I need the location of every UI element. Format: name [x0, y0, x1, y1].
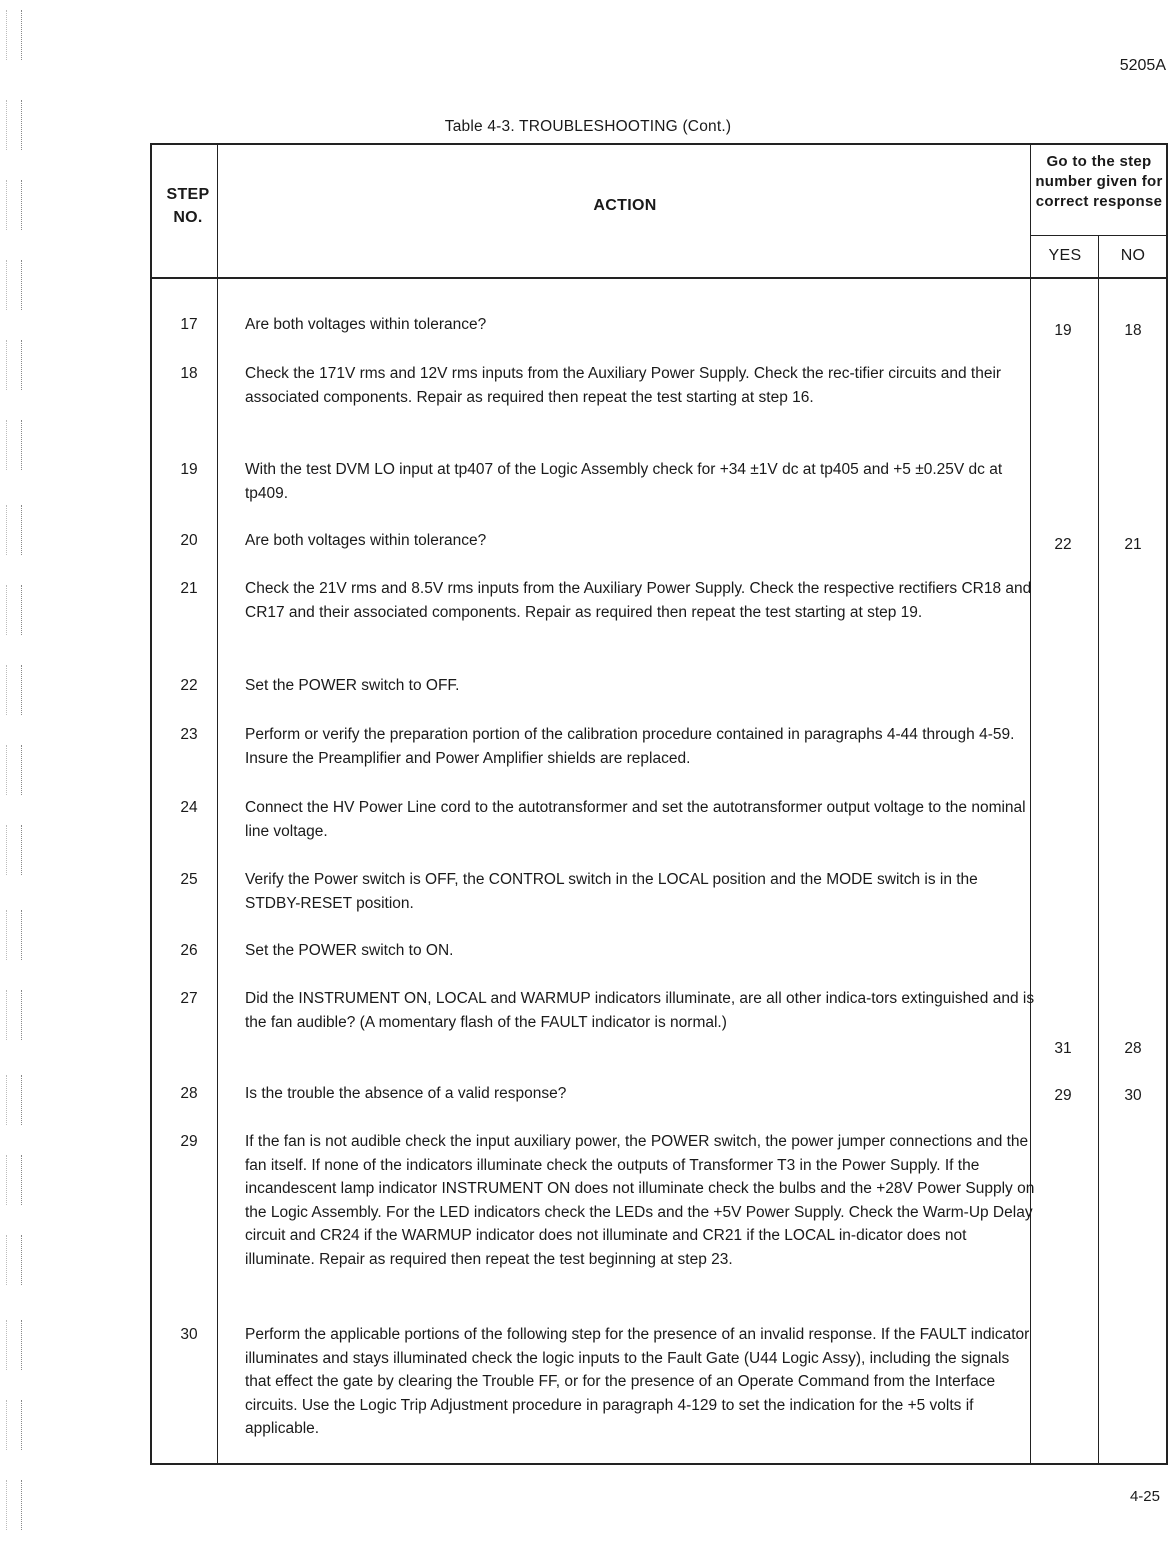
- header-step-no: STEP NO.: [166, 186, 210, 226]
- action-text: Set the POWER switch to ON.: [245, 942, 454, 959]
- yes-step: 29: [1054, 1087, 1072, 1104]
- yes-no-divider: [1098, 235, 1099, 1465]
- step-number: 20: [180, 532, 198, 549]
- table-top-border: [150, 143, 1168, 145]
- step-number: 29: [180, 1133, 198, 1150]
- action-text: Did the INSTRUMENT ON, LOCAL and WARMUP indicators illuminate, are all other indica-tors extinguished and is the fan audible? (A momentary flash of the FAULT indicator is normal.): [245, 990, 1035, 1031]
- yes-step: 22: [1054, 536, 1072, 553]
- table-title: Table 4-3. TROUBLESHOOTING (Cont.): [444, 118, 732, 135]
- document-number: 5205A: [1119, 57, 1166, 74]
- step-number: 25: [180, 871, 198, 888]
- no-step: 21: [1124, 536, 1142, 553]
- margin-mark: [6, 1075, 22, 1125]
- troubleshooting-table: [150, 143, 1168, 1465]
- margin-mark: [6, 825, 22, 875]
- margin-mark: [6, 1155, 22, 1205]
- step-number: 28: [180, 1085, 198, 1102]
- no-step: 28: [1124, 1040, 1142, 1057]
- page-number: 4-25: [1129, 1488, 1160, 1505]
- margin-mark: [6, 910, 22, 960]
- margin-mark: [6, 1235, 22, 1285]
- no-step: 30: [1124, 1087, 1142, 1104]
- header-action: ACTION: [593, 197, 657, 214]
- table-left-border: [150, 143, 152, 1465]
- header-goto: Go to the step number given for correct response: [1035, 153, 1163, 210]
- step-number: 24: [180, 799, 198, 816]
- step-number: 30: [180, 1326, 198, 1343]
- action-text: Verify the Power switch is OFF, the CONTROL switch in the LOCAL position and the MODE switch is in the STDBY-RESET position.: [245, 871, 978, 912]
- step-number: 26: [180, 942, 198, 959]
- margin-mark: [6, 1400, 22, 1450]
- margin-mark: [6, 180, 22, 230]
- margin-mark: [6, 665, 22, 715]
- header-separator: [150, 277, 1168, 279]
- binding-margin: [0, 0, 30, 1544]
- margin-mark: [6, 585, 22, 635]
- no-step: 18: [1124, 322, 1142, 339]
- action-text: Are both voltages within tolerance?: [245, 316, 487, 333]
- margin-mark: [6, 260, 22, 310]
- step-number: 21: [180, 580, 198, 597]
- margin-mark: [6, 1320, 22, 1370]
- yes-step: 19: [1054, 322, 1072, 339]
- step-number: 19: [180, 461, 198, 478]
- margin-mark: [6, 420, 22, 470]
- action-text: Is the trouble the absence of a valid response?: [245, 1085, 567, 1102]
- goto-subheader-rule: [1030, 235, 1168, 236]
- yes-step: 31: [1054, 1040, 1072, 1057]
- step-number: 17: [180, 316, 198, 333]
- header-yes: YES: [1048, 247, 1082, 264]
- step-number: 22: [180, 677, 198, 694]
- header-no: NO: [1120, 247, 1146, 264]
- action-text: Check the 171V rms and 12V rms inputs from the Auxiliary Power Supply. Check the rec-tifier circuits and their associated components. Repair as required then repeat the test starting at step 16.: [245, 365, 1002, 406]
- action-text: With the test DVM LO input at tp407 of the Logic Assembly check for +34 ±1V dc at tp405 and +5 ±0.25V dc at tp409.: [245, 461, 1003, 502]
- margin-mark: [6, 340, 22, 390]
- step-number: 18: [180, 365, 198, 382]
- margin-mark: [6, 990, 22, 1040]
- action-text: Check the 21V rms and 8.5V rms inputs from the Auxiliary Power Supply. Check the respective rectifiers CR18 and CR17 and their associated components. Repair as required then repeat the test starting at step 19.: [245, 580, 1032, 621]
- step-number: 23: [180, 726, 198, 743]
- step-number: 27: [180, 990, 198, 1007]
- margin-mark: [6, 745, 22, 795]
- margin-mark: [6, 505, 22, 555]
- margin-mark: [6, 1480, 22, 1530]
- action-text: Set the POWER switch to OFF.: [245, 677, 460, 694]
- action-text: Connect the HV Power Line cord to the autotransformer and set the autotransformer output voltage to the nominal line voltage.: [245, 799, 1026, 840]
- margin-mark: [6, 10, 22, 60]
- table-bottom-border: [150, 1463, 1168, 1465]
- action-text: Perform the applicable portions of the following step for the presence of an invalid response. If the FAULT indicator illuminates and stays illuminated check the logic inputs to the Fault Gate (U44 Logic Assy), including the signals that effect the gate by clearing the Trouble FF, or for the presence of an Operate Command from the Interface circuits. Use the Logic Trip Adjustment procedure in paragraph 4-129 to set the indication for the +5 volts if applicable.: [245, 1326, 1030, 1437]
- action-text: Are both voltages within tolerance?: [245, 532, 487, 549]
- action-text: Perform or verify the preparation portion of the calibration procedure contained in paragraphs 4-44 through 4-59. Insure the Preamplifier and Power Amplifier shields are replaced.: [245, 726, 1015, 767]
- action-text: If the fan is not audible check the input auxiliary power, the POWER switch, the power jumper connections and the fan itself. If none of the indicators illuminate check the outputs of Transformer T3 in the Power Supply. If the incandescent lamp indicator INSTRUMENT ON does not illuminate check the bulbs and the +28V Power Supply on the Logic Assembly. For the LED indicators check the LEDs and the +5V Power Supply. Check the Warm-Up Delay circuit and CR24 if the WARMUP indicator does not illuminate and CR21 if the LOCAL in-dicator does not illuminate. Repair as required then repeat the test beginning at step 23.: [245, 1133, 1035, 1268]
